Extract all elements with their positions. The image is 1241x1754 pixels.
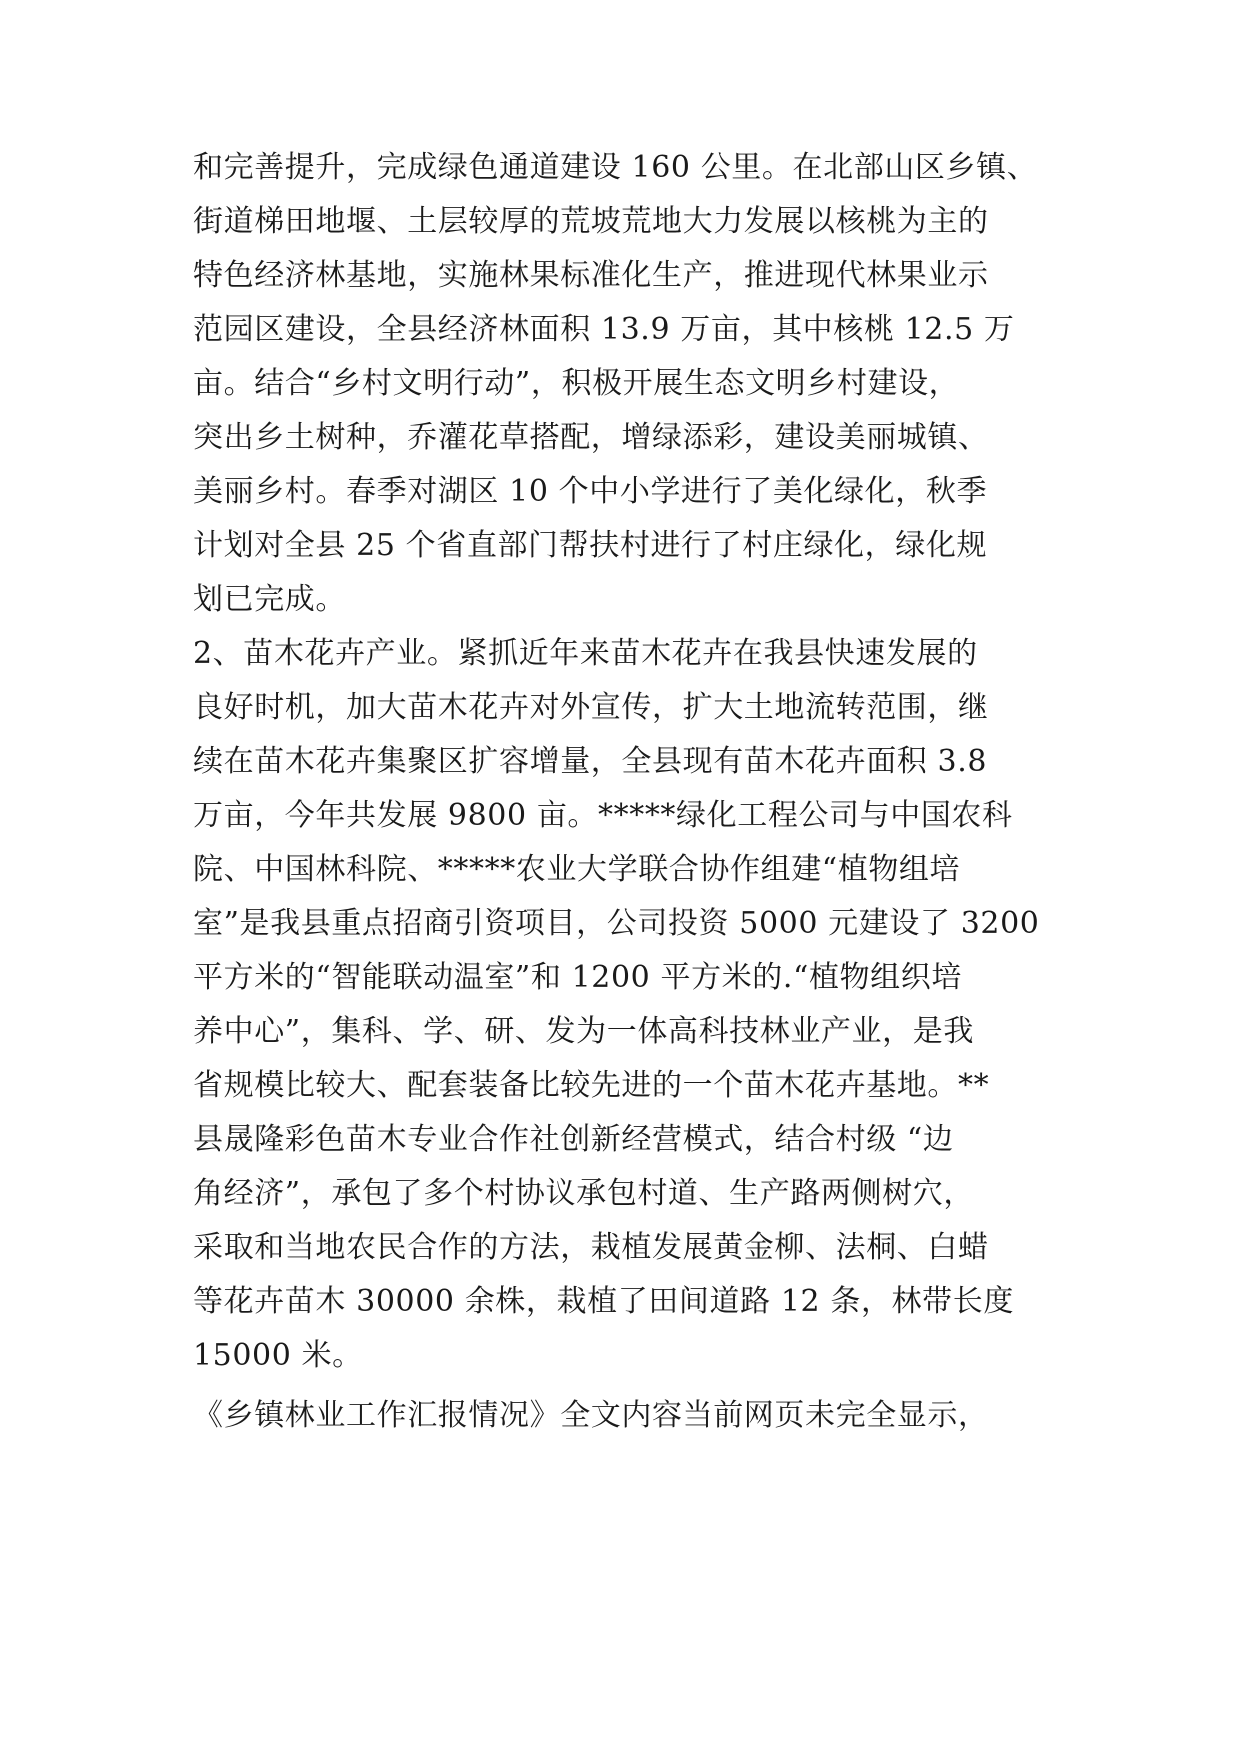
text-line: 省规模比较大、配套装备比较先进的一个苗木花卉基地。** xyxy=(193,1068,990,1103)
text-line: 范园区建设，全县经济林面积 13.9 万亩，其中核桃 12.5 万 xyxy=(193,312,1015,347)
text-line: 和完善提升，完成绿色通道建设 160 公里。在北部山区乡镇、 xyxy=(193,150,1038,185)
text-line: 养中心”，集科、学、研、发为一体高科技林业产业，是我 xyxy=(193,1014,974,1049)
text-line: 院、中国林科院、*****农业大学联合协作组建“植物组培 xyxy=(193,852,961,887)
text-line: 15000 米。 xyxy=(193,1338,363,1373)
text-line: 美丽乡村。春季对湖区 10 个中小学进行了美化绿化，秋季 xyxy=(193,474,988,509)
text-line: 角经济”，承包了多个村协议承包村道、生产路两侧树穴， xyxy=(193,1176,974,1211)
text-line: 突出乡土树种，乔灌花草搭配，增绿添彩，建设美丽城镇、 xyxy=(193,420,989,455)
text-line: 万亩，今年共发展 9800 亩。*****绿化工程公司与中国农科 xyxy=(193,798,1013,833)
text-line: 等花卉苗木 30000 余株，栽植了田间道路 12 条，林带长度 xyxy=(193,1284,1014,1319)
text-line: 街道梯田地堰、土层较厚的荒坡荒地大力发展以核桃为主的 xyxy=(193,204,989,239)
text-line: 良好时机，加大苗木花卉对外宣传，扩大土地流转范围，继 xyxy=(193,690,989,725)
text-line: 县晟隆彩色苗木专业合作社创新经营模式，结合村级 “边 xyxy=(193,1122,954,1157)
text-line: 平方米的“智能联动温室”和 1200 平方米的.“植物组织培 xyxy=(193,960,962,995)
text-line: 特色经济林基地，实施林果标准化生产，推进现代林果业示 xyxy=(193,258,989,293)
truncation-notice: 《乡镇林业工作汇报情况》全文内容当前网页未完全显示， xyxy=(193,1398,989,1433)
text-line: 划已完成。 xyxy=(193,582,346,617)
text-line: 采取和当地农民合作的方法，栽植发展黄金柳、法桐、白蜡 xyxy=(193,1230,989,1265)
text-line: 2、苗木花卉产业。紧抓近年来苗木花卉在我县快速发展的 xyxy=(193,636,978,671)
text-line: 续在苗木花卉集聚区扩容增量，全县现有苗木花卉面积 3.8 xyxy=(193,744,988,779)
text-line: 室”是我县重点招商引资项目，公司投资 5000 元建设了 3200 xyxy=(193,906,1040,941)
text-line: 计划对全县 25 个省直部门帮扶村进行了村庄绿化，绿化规 xyxy=(193,528,988,563)
text-line: 亩。结合“乡村文明行动”，积极开展生态文明乡村建设， xyxy=(193,366,960,401)
